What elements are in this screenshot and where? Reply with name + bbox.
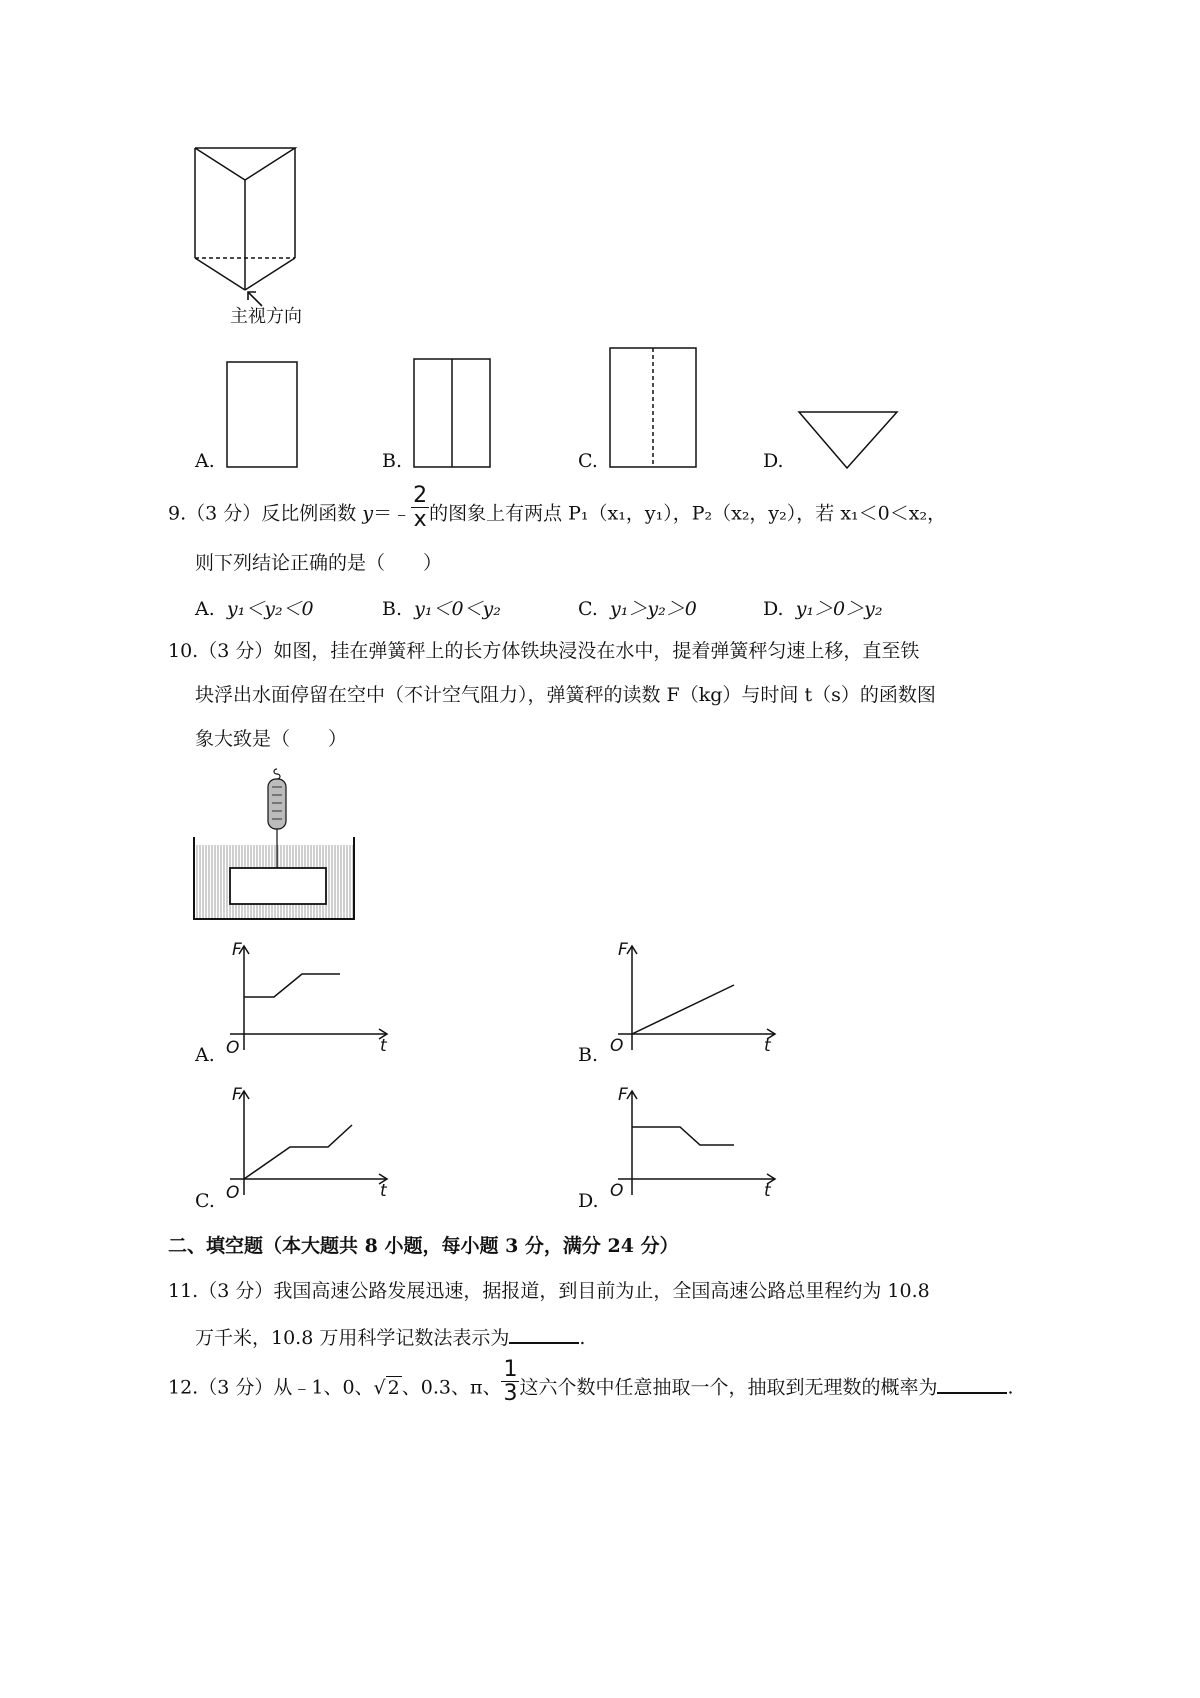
q11-score: （3 分） [198, 1280, 274, 1302]
q9-option-b-text: y₁＜0＜y₂ [414, 598, 501, 620]
prism-figure [185, 140, 325, 300]
q8-option-c-figure [608, 346, 700, 470]
q12-text-mid: 、0.3、π、 [401, 1376, 502, 1399]
q10-graph-a [222, 940, 397, 1065]
q10-option-a-label: A. [195, 1044, 215, 1066]
q12-end: . [1007, 1376, 1014, 1399]
q12-answer-blank[interactable] [937, 1376, 1007, 1394]
q9-line2: 则下列结论正确的是（ ） [195, 552, 443, 574]
q9-option-d-text: y₁＞0＞y₂ [795, 598, 883, 620]
q12-frac-den: 3 [503, 1381, 518, 1407]
q12-score: （3 分） [198, 1376, 274, 1399]
q10-graph-c-t-label: t [380, 1181, 387, 1201]
q9-score: （3 分） [186, 502, 262, 525]
q10-graph-a-t-label: t [380, 1036, 387, 1056]
q11-line2 [195, 1326, 585, 1348]
q9-option-c-text: y₁＞y₂＞0 [610, 598, 697, 620]
q10-graph-b-o-label: O [610, 1036, 624, 1056]
q12-number: 12. [168, 1376, 199, 1399]
q11-text2: 万千米，10.8 万用科学记数法表示为 [195, 1327, 510, 1349]
q8-option-d-figure [795, 408, 901, 472]
q8-option-d-label: D. [763, 450, 784, 472]
q9-option-a [195, 600, 314, 619]
q10-number: 10. [168, 640, 199, 662]
q9-fraction [411, 484, 429, 531]
view-direction-label: 主视方向 [230, 306, 302, 327]
q10-option-d-label: D. [578, 1190, 599, 1212]
q10-score: （3 分） [198, 640, 274, 662]
q10-graph-d-o-label: O [610, 1181, 624, 1201]
q12-sqrt-radicand: 2 [387, 1376, 400, 1399]
q11-number: 11. [168, 1280, 199, 1302]
spring-scale-tank-figure [190, 765, 360, 925]
q10-option-b-label: B. [578, 1044, 599, 1066]
q9-option-c [578, 600, 697, 619]
q9-option-b-label: B. [382, 598, 403, 620]
q8-option-a-label: A. [195, 450, 215, 472]
q10-graph-d-t-label: t [764, 1181, 771, 1201]
q11-text1: 我国高速公路发展迅速，据报道，到目前为止，全国高速公路总里程约为 10.8 [273, 1280, 930, 1302]
q10-line2: 块浮出水面停留在空中（不计空气阻力），弹簧秤的读数 F（kg）与时间 t（s）的函数图 [195, 684, 936, 706]
q8-option-b-figure [412, 357, 494, 470]
q9-func-eq: ＝﹣ [373, 502, 412, 525]
q9-option-a-text: y₁＜y₂＜0 [226, 598, 314, 620]
q9-func-y: y [362, 502, 374, 525]
q8-option-c-label: C. [578, 450, 598, 472]
q10-line3: 象大致是（ ） [195, 728, 348, 750]
q9-frac-num: 2 [413, 483, 428, 508]
q10-graph-d-f-label: F [618, 1085, 628, 1105]
q8-option-a-figure [225, 360, 301, 470]
q8-option-b-label: B. [382, 450, 403, 472]
q10-graph-b-t-label: t [764, 1036, 771, 1056]
q10-graph-b [610, 940, 785, 1065]
q9-text-before: 反比例函数 [261, 502, 363, 525]
q12-text-before: 从﹣1、0、 [273, 1376, 374, 1399]
q10-graph-a-o-label: O [226, 1038, 240, 1058]
q11-line1 [168, 1282, 930, 1301]
q10-text1: 如图，挂在弹簧秤上的长方体铁块浸没在水中，提着弹簧秤匀速上移，直至铁 [273, 640, 920, 662]
q9-number: 9. [168, 502, 187, 525]
q10-graph-c-f-label: F [232, 1085, 242, 1105]
q10-graph-b-f-label: F [618, 940, 628, 960]
q10-line1 [168, 642, 919, 661]
q9-stem [168, 483, 947, 533]
q10-graph-c-o-label: O [226, 1183, 240, 1203]
q9-option-c-label: C. [578, 598, 598, 620]
q12-fraction [501, 1358, 519, 1405]
q12-text-after: 这六个数中任意抽取一个，抽取到无理数的概率为 [519, 1376, 938, 1399]
q9-frac-den: x [413, 507, 427, 533]
q10-option-c-label: C. [195, 1190, 215, 1212]
section-heading: 二、填空题（本大题共 8 小题，每小题 3 分，满分 24 分） [168, 1235, 679, 1257]
q9-option-d [763, 600, 883, 619]
q10-graph-d [610, 1085, 785, 1210]
q9-option-d-label: D. [763, 598, 784, 620]
q12-frac-num: 1 [503, 1357, 518, 1382]
q9-text-after: 的图象上有两点 P₁（x₁，y₁），P₂（x₂，y₂），若 x₁＜0＜x₂， [429, 502, 947, 525]
q10-graph-a-f-label: F [232, 940, 242, 960]
q9-option-b [382, 600, 501, 619]
q12-sqrt: √ 2 [373, 1376, 400, 1399]
q11-end: . [579, 1327, 586, 1349]
q11-answer-blank[interactable] [509, 1326, 579, 1344]
q12-line [168, 1357, 1014, 1407]
q9-option-a-label: A. [195, 598, 215, 620]
q10-graph-c [222, 1085, 397, 1210]
